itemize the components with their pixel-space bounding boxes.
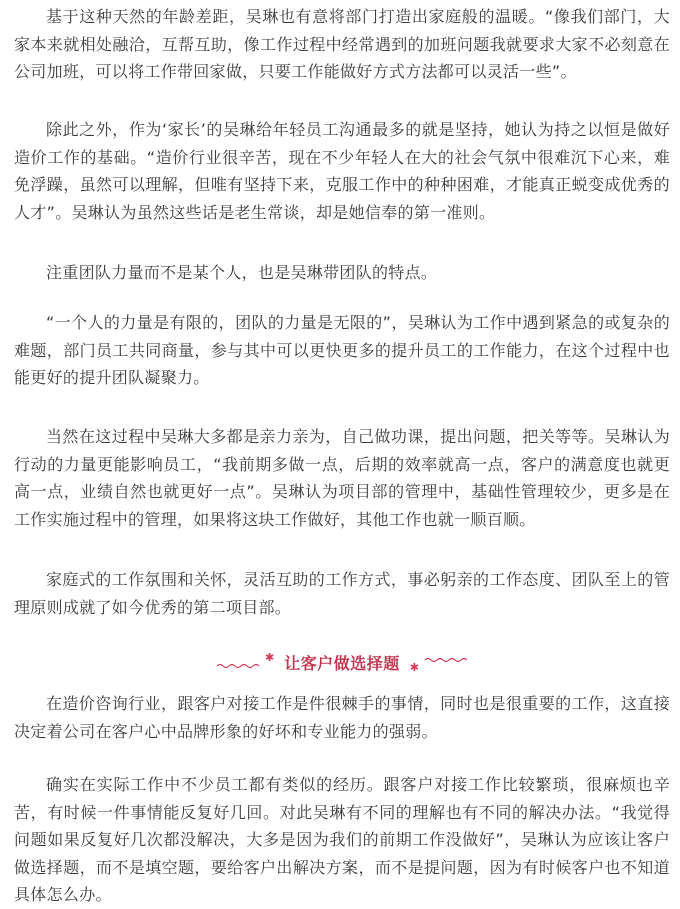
- wave-ornament-right-icon: [423, 656, 467, 670]
- section-heading: [14, 651, 670, 679]
- article-paragraph: 基于这种天然的年龄差距，吴琳也有意将部门打造出家庭般的温暖。“像我们部门，大家本来就相处融洽，互帮互助，像工作过程中经常遇到的加班问题我就要求大家不必刻意在公司加班，可以将工作带回家做，只要工作能做好方式方法都可以灵活一些”。: [14, 7, 670, 81]
- star-icon: ✱: [265, 651, 275, 664]
- article-paragraph: 注重团队力量而不是某个人，也是吴琳带团队的特点。: [46, 263, 438, 282]
- article-paragraph: 在造价咨询行业，跟客户对接工作是件很棘手的事情，同时也是很重要的工作，这直接决定着公司在客户心中品牌形象的好坏和专业能力的强弱。: [14, 694, 670, 741]
- section-heading-text: 让客户做选择题: [284, 654, 400, 673]
- article-paragraph: 确实在实际工作中不少员工都有类似的经历。跟客户对接工作比较繁琐，很麻烦也辛苦，有时候一件事情能反复好几回。对此吴琳有不同的理解也有不同的解决办法。“我觉得问题如果反复好几次都没解决，大多是因为我们的前期工作没做好”，吴琳认为应该让客户做选择题，而不是填空题，要给客户出解决方案，而不是提问题，因为有时候客户也不知道具体怎么办。: [14, 775, 670, 904]
- star-icon: ✱: [409, 661, 419, 674]
- article-paragraph: 当然在这过程中吴琳大多都是亲力亲为，自己做功课，提出问题，把关等等。吴琳认为行动的力量更能影响员工，“我前期多做一点，后期的效率就高一点，客户的满意度也就更高一点，业绩自然也就更好一点”。吴琳认为项目部的管理中，基础性管理较少，更多是在工作实施过程中的管理，如果将这块工作做好，其他工作也就一顺百顺。: [14, 427, 670, 529]
- article-paragraph: 家庭式的工作氛围和关怀，灵活互助的工作方式，事必躬亲的工作态度、团队至上的管理原则成就了如今优秀的第二项目部。: [14, 570, 670, 617]
- article-paragraph: “一个人的力量是有限的，团队的力量是无限的”，吴琳认为工作中遇到紧急的或复杂的难题，部门员工共同商量，参与其中可以更快更多的提升员工的工作能力，在这个过程中也能更好的提升团队凝聚力。: [14, 313, 670, 387]
- wave-ornament-left-icon: [217, 656, 261, 670]
- article-paragraph: 除此之外，作为‘家长’的吴琳给年轻员工沟通最多的就是坚持，她认为持之以恒是做好造价工作的基础。“造价行业很辛苦，现在不少年轻人在大的社会气氛中很难沉下心来，难免浮躁，虽然可以理解，但唯有坚持下来，克服工作中的种种困难，才能真正蜕变成优秀的人才”。吴琳认为虽然这些话是老生常谈，却是她信奉的第一准则。: [14, 120, 670, 222]
